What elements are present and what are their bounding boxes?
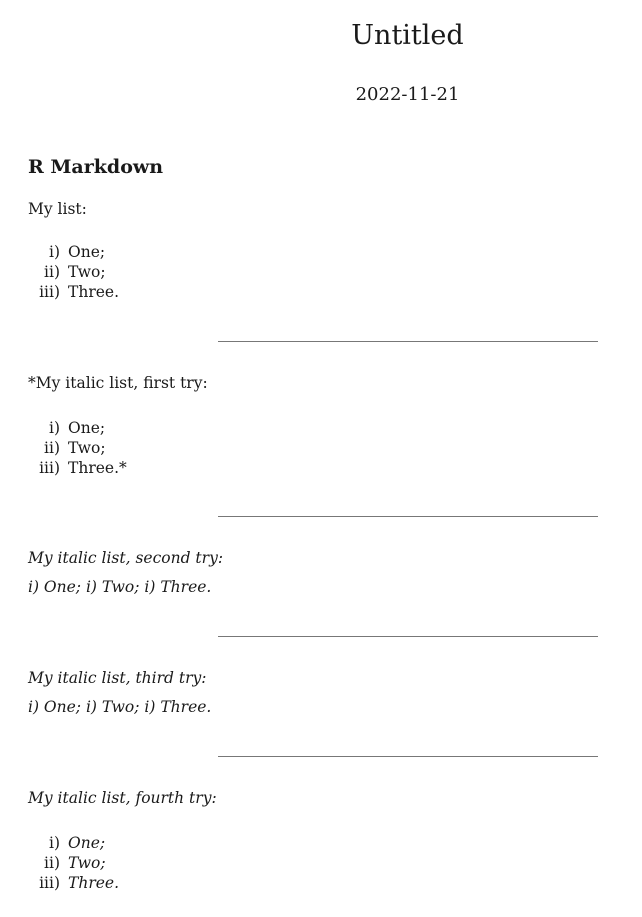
list-item-number: i) (48, 419, 60, 437)
list-item-number: ii) (44, 854, 60, 872)
list-item (28, 242, 106, 262)
list-item-text: Two; (68, 439, 106, 457)
list-item (28, 418, 106, 438)
list-item (28, 262, 106, 282)
inline-list: i) One; i) Two; i) Three. (28, 698, 212, 716)
list-item-text: Two; (68, 263, 106, 281)
document-date: 2022-11-21 (355, 84, 460, 105)
horizontal-rule (218, 341, 598, 342)
list-item (28, 438, 106, 458)
list-intro: *My italic list, first try: (28, 374, 208, 392)
list-intro: My italic list, second try: (28, 549, 224, 567)
horizontal-rule (218, 756, 598, 757)
list-item-number: i) (48, 834, 60, 852)
list-item-text: One; (68, 419, 106, 437)
numbered-list (28, 418, 127, 478)
list-item (28, 458, 127, 478)
list-item-text: Three. (68, 283, 120, 301)
list-item-number: iii) (39, 874, 60, 892)
section-heading: R Markdown (28, 156, 164, 178)
list-item-text: One; (68, 243, 106, 261)
numbered-list (28, 833, 120, 893)
horizontal-rule (218, 636, 598, 637)
list-item (28, 873, 120, 893)
list-item-number: ii) (44, 439, 60, 457)
horizontal-rule (218, 516, 598, 517)
inline-list: i) One; i) Two; i) Three. (28, 578, 212, 596)
list-item-text: Two; (68, 854, 106, 872)
list-item-text: Three.* (68, 459, 127, 477)
list-item-number: i) (48, 243, 60, 261)
list-intro: My italic list, fourth try: (28, 789, 217, 807)
numbered-list (28, 242, 120, 302)
list-item-text: Three. (68, 874, 120, 892)
list-item (28, 853, 106, 873)
list-intro: My italic list, third try: (28, 669, 207, 687)
list-item-text: One; (68, 834, 106, 852)
document-title: Untitled (351, 20, 464, 51)
list-item-number: iii) (39, 459, 60, 477)
list-item (28, 833, 106, 853)
list-item-number: iii) (39, 283, 60, 301)
list-intro: My list: (28, 200, 87, 218)
list-item (28, 282, 120, 302)
list-item-number: ii) (44, 263, 60, 281)
